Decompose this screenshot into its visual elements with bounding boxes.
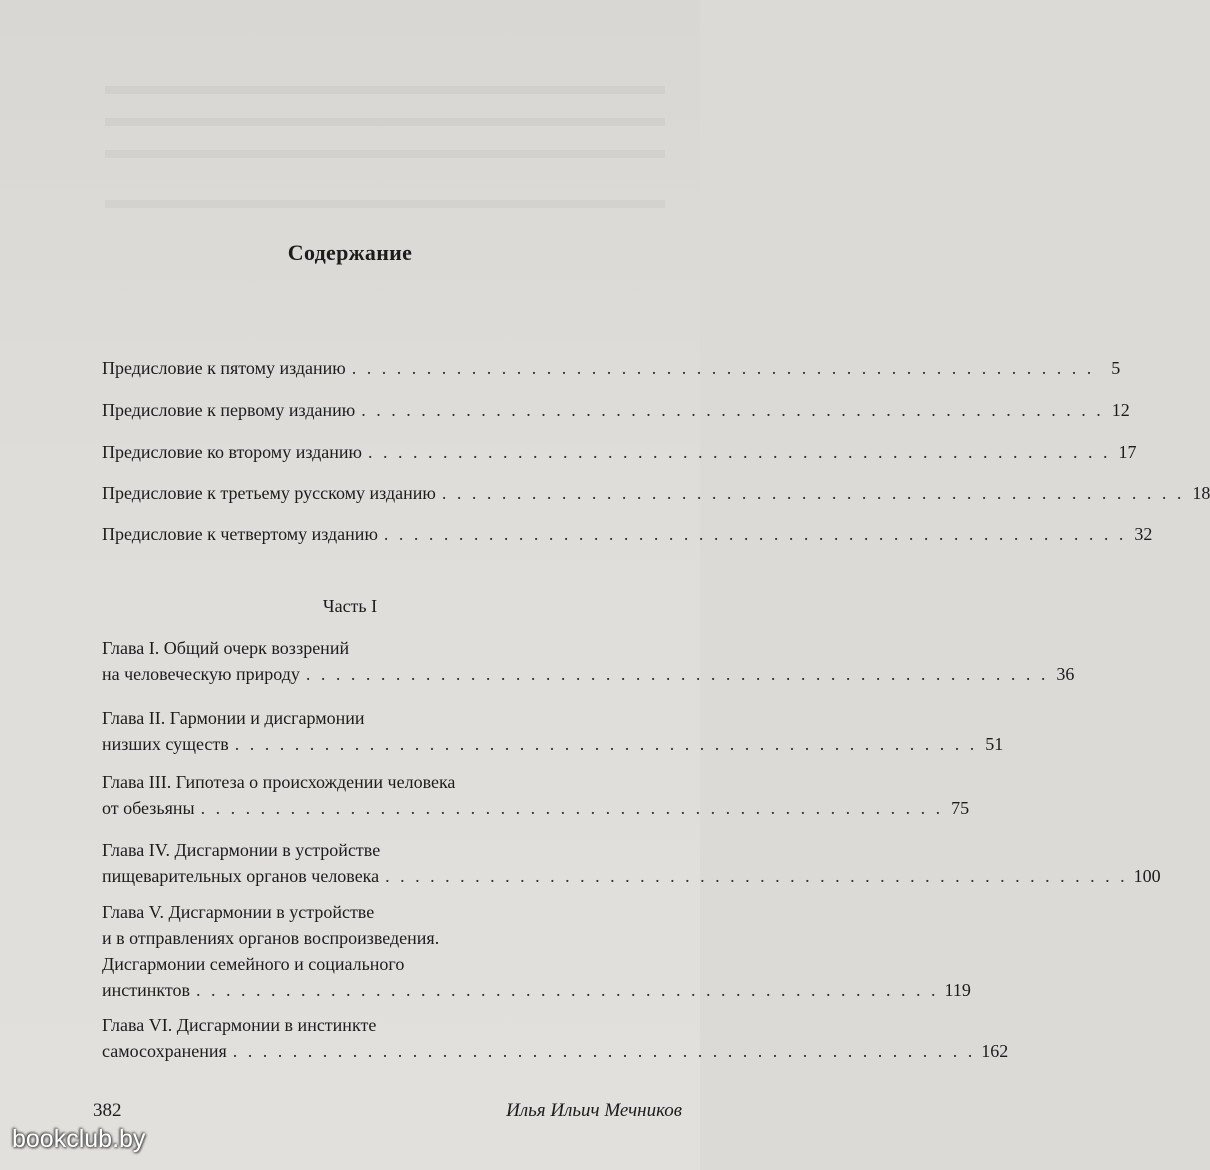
- dot-leader: . . . . . . . . . . . . . . . . . . . . . . . . . . . . . . . . . . . . . . . . . . . . . . . . . .: [200, 798, 944, 818]
- toc-entry-page: 51: [985, 734, 1004, 754]
- toc-entry-title-line: Глава VI. Дисгармонии в инстинкте: [102, 1015, 377, 1035]
- toc-entry-page: 100: [1133, 866, 1161, 886]
- toc-entry-title: пищеварительных органов человека: [102, 866, 380, 886]
- dot-leader: . . . . . . . . . . . . . . . . . . . . . . . . . . . . . . . . . . . . . . . . . . . . . . . . . .: [351, 358, 1095, 378]
- running-footer-author: Илья Ильич Мечников: [506, 1100, 682, 1121]
- toc-entry-title: Предисловие к первому изданию: [102, 400, 356, 420]
- dot-leader: . . . . . . . . . . . . . . . . . . . . . . . . . . . . . . . . . . . . . . . . . . . . . . . . . .: [196, 980, 939, 1000]
- toc-entry: [102, 398, 1130, 422]
- page-number: 382: [93, 1100, 122, 1121]
- toc-entry-title-line: Глава I. Общий очерк воззрений: [102, 638, 350, 658]
- toc-entry: [102, 481, 1210, 505]
- toc-entry: [102, 440, 1137, 464]
- bleed-through-line: [105, 150, 665, 158]
- toc-entry-title-line: и в отправлениях органов воспроизведения.: [102, 928, 440, 948]
- bleed-through-line: [105, 86, 665, 94]
- dot-leader: . . . . . . . . . . . . . . . . . . . . . . . . . . . . . . . . . . . . . . . . . . . . . . . . . .: [441, 483, 1185, 503]
- toc-entry-title: Предисловие к четвертому изданию: [102, 524, 378, 544]
- toc-entry-page: 12: [1111, 400, 1130, 420]
- toc-entry-page: 36: [1056, 664, 1075, 684]
- toc-entry: [102, 1039, 1009, 1063]
- toc-entry: [102, 522, 1153, 546]
- dot-leader: . . . . . . . . . . . . . . . . . . . . . . . . . . . . . . . . . . . . . . . . . . . . . . . . . .: [234, 734, 978, 754]
- toc-entry-title: низших существ: [102, 734, 229, 754]
- toc-entry: [102, 732, 1004, 756]
- toc-entry-title-line: Глава II. Гармонии и дисгармонии: [102, 708, 365, 728]
- toc-entry-page: 75: [951, 798, 970, 818]
- toc-entry: [102, 356, 1121, 380]
- toc-entry-title: Предисловие к пятому изданию: [102, 358, 346, 378]
- dot-leader: . . . . . . . . . . . . . . . . . . . . . . . . . . . . . . . . . . . . . . . . . . . . . . . . . .: [232, 1041, 976, 1061]
- watermark-logo: bookclub.by: [12, 1125, 146, 1153]
- toc-entry: [102, 662, 1075, 686]
- toc-entry-title: от обезьяны: [102, 798, 195, 818]
- toc-entry: [102, 864, 1161, 888]
- page-title: Содержание: [287, 240, 413, 265]
- toc-entry-page: 119: [944, 980, 971, 1000]
- dot-leader: . . . . . . . . . . . . . . . . . . . . . . . . . . . . . . . . . . . . . . . . . . . . . . . . . .: [383, 524, 1127, 544]
- dot-leader: . . . . . . . . . . . . . . . . . . . . . . . . . . . . . . . . . . . . . . . . . . . . . . . . . .: [361, 400, 1104, 420]
- toc-entry-title: инстинктов: [102, 980, 191, 1000]
- toc-entry-title: Предисловие ко второму изданию: [102, 442, 362, 462]
- toc-entry-page: 162: [981, 1041, 1009, 1061]
- toc-entry-title: на человеческую природу: [102, 664, 300, 684]
- toc-entry-title: Предисловие к третьему русскому изданию: [102, 483, 436, 503]
- toc-entry-page: 5: [1111, 358, 1121, 378]
- bleed-through-line: [105, 118, 665, 126]
- part-heading: Часть I: [322, 596, 378, 616]
- toc-entry-title: самосохранения: [102, 1041, 227, 1061]
- bleed-through-line: [105, 200, 665, 208]
- toc-entry: [102, 796, 970, 820]
- dot-leader: . . . . . . . . . . . . . . . . . . . . . . . . . . . . . . . . . . . . . . . . . . . . . . . . . .: [367, 442, 1111, 462]
- toc-entry-page: 32: [1134, 524, 1153, 544]
- toc-entry: [102, 978, 971, 1002]
- toc-entry-title-line: Глава V. Дисгармонии в устройстве: [102, 902, 375, 922]
- toc-entry-title-line: Глава IV. Дисгармонии в устройстве: [102, 840, 381, 860]
- toc-entry-title-line: Глава III. Гипотеза о происхождении человека: [102, 772, 456, 792]
- toc-entry-page: 17: [1118, 442, 1137, 462]
- toc-entry-page: 18: [1192, 483, 1210, 503]
- toc-entry-title-line: Дисгармонии семейного и социального: [102, 954, 405, 974]
- dot-leader: . . . . . . . . . . . . . . . . . . . . . . . . . . . . . . . . . . . . . . . . . . . . . . . . . .: [385, 866, 1128, 886]
- dot-leader: . . . . . . . . . . . . . . . . . . . . . . . . . . . . . . . . . . . . . . . . . . . . . . . . . .: [305, 664, 1049, 684]
